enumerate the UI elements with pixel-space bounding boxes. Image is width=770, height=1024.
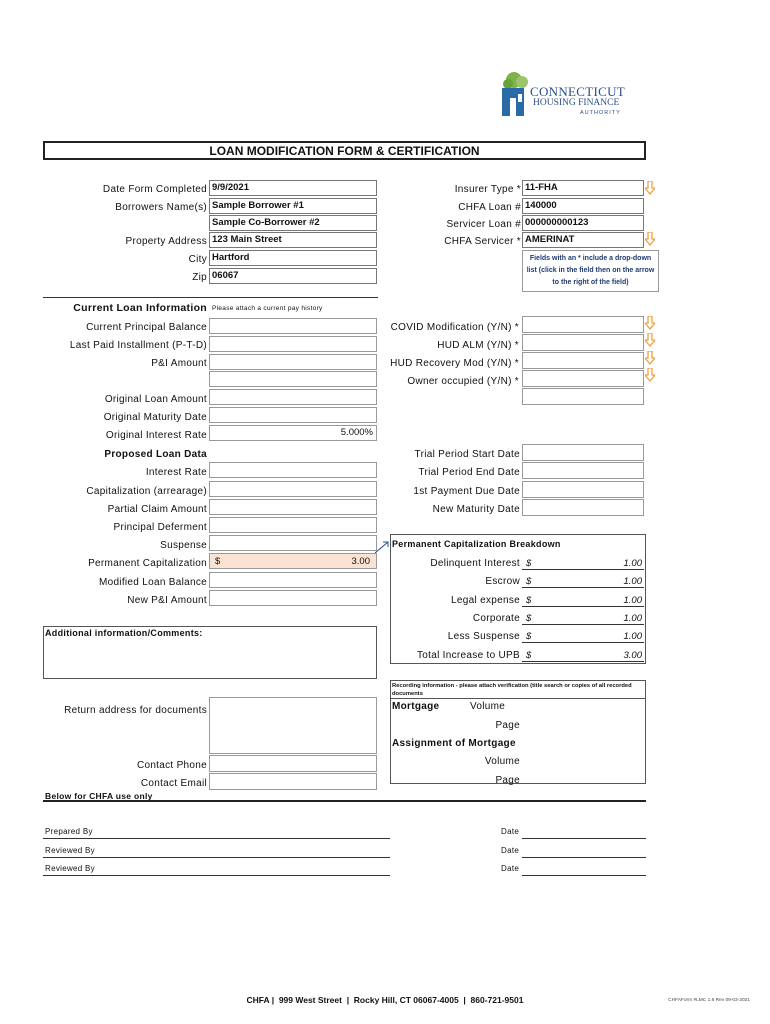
breakdown-row-line [522,606,644,607]
chfa-use-heading: Below for CHFA use only [45,791,153,801]
chfa-servicer-field[interactable]: AMERINAT [522,232,644,248]
last-paid-label: Last Paid Installment (P-T-D) [69,340,207,351]
principal-label: Current Principal Balance [86,322,207,333]
proposed-heading: Proposed Loan Data [104,449,207,460]
date3-label: Date [501,864,520,873]
reviewed-by-line-2[interactable] [43,875,390,876]
breakdown-row-label: Legal expense [451,595,520,606]
dropdown-note: Fields with an * include a drop-down list (click in the field then on the arrow to the right of the field) [526,255,655,286]
breakdown-row-currency: $ [526,650,532,661]
volume2-label: Volume [484,756,520,767]
breakdown-row-currency: $ [526,595,532,606]
insurer-field[interactable]: 11-FHA [522,180,644,196]
breakdown-row-line [522,661,644,662]
perm-cap-field [209,553,377,569]
form-title-box [43,141,646,160]
perm-cap-value: 3.00 [351,556,370,567]
insurer-label: Insurer Type * [454,184,521,195]
covid-label: COVID Modification (Y/N) * [390,322,519,333]
servicer-loan-field[interactable]: 000000000123 [522,215,644,231]
date3-line[interactable] [522,875,646,876]
breakdown-row-value: 1.00 [623,631,642,642]
zip-field[interactable]: 06067 [209,268,377,284]
modified-balance-label: Modified Loan Balance [98,577,207,588]
city-field[interactable]: Hartford [209,250,377,266]
breakdown-row-label: Total Increase to UPB [416,650,520,661]
contact-email-field[interactable] [209,773,377,790]
perm-cap-label: Permanent Capitalization [88,558,207,569]
orig-rate-label: Original Interest Rate [105,430,207,441]
breakdown-row-currency: $ [526,576,532,587]
breakdown-row-currency: $ [526,613,532,624]
dropdown-arrow-icon[interactable] [645,316,655,330]
recording-note: Recording information - please attach verification (title search or copies of all recorded documents [392,683,632,697]
deferment-label: Principal Deferment [113,522,207,533]
borrower2-field[interactable]: Sample Co-Borrower #2 [209,215,377,231]
blank-field[interactable] [209,371,377,387]
mortgage-label: Mortgage [392,701,440,712]
dropdown-arrow-icon[interactable] [645,232,655,246]
current-loan-heading: Current Loan Information [73,302,207,314]
date-completed-field[interactable]: 9/9/2021 [209,180,377,196]
form-id: CHFAForm #LMC 1.6 Rev 09-03-2021 [668,998,750,1003]
trial-end-field[interactable] [522,462,644,479]
new-pi-label: New P&I Amount [127,595,207,606]
chfa-servicer-label: CHFA Servicer * [444,236,521,247]
partial-claim-field[interactable] [209,499,377,515]
date-completed-label: Date Form Completed [102,184,207,195]
zip-label: Zip [192,272,207,283]
contact-phone-label: Contact Phone [136,760,207,771]
comments-label: Additional information/Comments: [45,628,203,638]
chfa-logo [500,70,640,122]
recording-note-rule [390,698,646,699]
breakdown-row-value: 1.00 [623,613,642,624]
suspense-label: Suspense [160,540,207,551]
orig-maturity-label: Original Maturity Date [103,412,207,423]
breakdown-heading: Permanent Capitalization Breakdown [392,539,561,549]
breakdown-row-label: Delinquent Interest [430,558,520,569]
covid-field[interactable] [522,316,644,333]
first-payment-label: 1st Payment Due Date [413,486,520,497]
dropdown-note-box [522,250,659,292]
chfa-loan-label: CHFA Loan # [458,202,521,213]
breakdown-row-value: 3.00 [623,650,642,661]
dropdown-arrow-icon[interactable] [645,181,655,195]
return-address-field[interactable] [209,697,377,754]
breakdown-row-line [522,624,644,625]
date2-label: Date [501,846,520,855]
logo-line1: CONNECTICUT [530,84,626,99]
last-paid-field[interactable] [209,336,377,352]
modified-balance-field[interactable] [209,572,377,588]
prepared-by-line[interactable] [43,838,390,839]
breakdown-row-currency: $ [526,631,532,642]
current-loan-rule [43,297,378,298]
breakdown-row-label: Corporate [472,613,520,624]
partial-claim-label: Partial Claim Amount [107,504,207,515]
borrowers-label: Borrowers Name(s) [115,202,207,213]
breakdown-row-label: Escrow [485,576,520,587]
breakdown-row-value: 1.00 [623,558,642,569]
contact-email-label: Contact Email [140,778,207,789]
city-label: City [188,254,207,265]
orig-maturity-field[interactable] [209,407,377,423]
orig-amount-label: Original Loan Amount [104,394,207,405]
breakdown-row-currency: $ [526,558,532,569]
date1-label: Date [501,827,520,836]
interest-rate-label: Interest Rate [145,467,207,478]
hud-alm-label: HUD ALM (Y/N) * [437,340,519,351]
footer-address: CHFA | 999 West Street | Rocky Hill, CT 06067-4005 | 860-721-9501 [246,995,524,1005]
hud-alm-field[interactable] [522,334,644,351]
orig-rate-field[interactable] [209,425,377,441]
property-field[interactable]: 123 Main Street [209,232,377,248]
trial-end-label: Trial Period End Date [418,467,520,478]
pay-history-note: Please attach a current pay history [212,305,323,312]
page1-label: Page [495,720,520,731]
orig-rate-value: 5.000% [340,427,373,438]
pi-label: P&I Amount [151,358,207,369]
borrower1-field[interactable]: Sample Borrower #1 [209,198,377,214]
new-maturity-label: New Maturity Date [432,504,520,515]
interest-rate-field[interactable] [209,462,377,478]
chfa-loan-field[interactable]: 140000 [522,198,644,214]
assignment-label: Assignment of Mortgage [392,738,516,749]
owner-field[interactable] [522,370,644,387]
first-payment-field[interactable] [522,481,644,498]
capitalization-field[interactable] [209,481,377,497]
reviewed-by-line-1[interactable] [43,857,390,858]
pointer-arrow-icon [374,540,390,554]
reviewed-by-label-1: Reviewed By [45,846,95,855]
trial-start-field[interactable] [522,444,644,461]
house-tree-icon [500,70,532,118]
pi-field[interactable] [209,354,377,370]
breakdown-row-line [522,569,644,570]
new-maturity-field[interactable] [522,499,644,516]
owner-label: Owner occupied (Y/N) * [407,376,519,387]
page2-label: Page [495,775,520,786]
return-address-label: Return address for documents [64,705,207,716]
hud-recovery-label: HUD Recovery Mod (Y/N) * [390,358,519,369]
servicer-loan-label: Servicer Loan # [446,219,521,230]
logo-line3: AUTHORITY [580,110,621,116]
volume1-label: Volume [470,701,506,712]
orig-amount-field[interactable] [209,389,377,405]
dropdown-arrow-icon[interactable] [645,333,655,347]
suspense-field[interactable] [209,535,377,551]
date2-line[interactable] [522,857,646,858]
hud-recovery-field[interactable] [522,352,644,369]
dropdown-arrow-icon[interactable] [645,368,655,382]
contact-phone-field[interactable] [209,755,377,772]
trial-start-label: Trial Period Start Date [414,449,520,460]
capitalization-label: Capitalization (arrearage) [86,486,207,497]
principal-field[interactable] [209,318,377,334]
breakdown-row-label: Less Suspense [447,631,520,642]
page-title: LOAN MODIFICATION FORM & CERTIFICATION [209,144,480,158]
breakdown-row-line [522,642,644,643]
deferment-field[interactable] [209,517,377,533]
property-label: Property Address [125,236,207,247]
breakdown-row-line [522,587,644,588]
dropdown-arrow-icon[interactable] [645,351,655,365]
breakdown-row-value: 1.00 [623,595,642,606]
new-pi-field[interactable] [209,590,377,606]
reviewed-by-label-2: Reviewed By [45,864,95,873]
logo-line2: HOUSING FINANCE [533,98,620,108]
date1-line[interactable] [522,838,646,839]
breakdown-row-value: 1.00 [623,576,642,587]
prepared-by-label: Prepared By [45,827,93,836]
perm-cap-currency: $ [215,556,221,567]
chfa-use-rule [43,800,646,802]
blank-right-field[interactable] [522,388,644,405]
